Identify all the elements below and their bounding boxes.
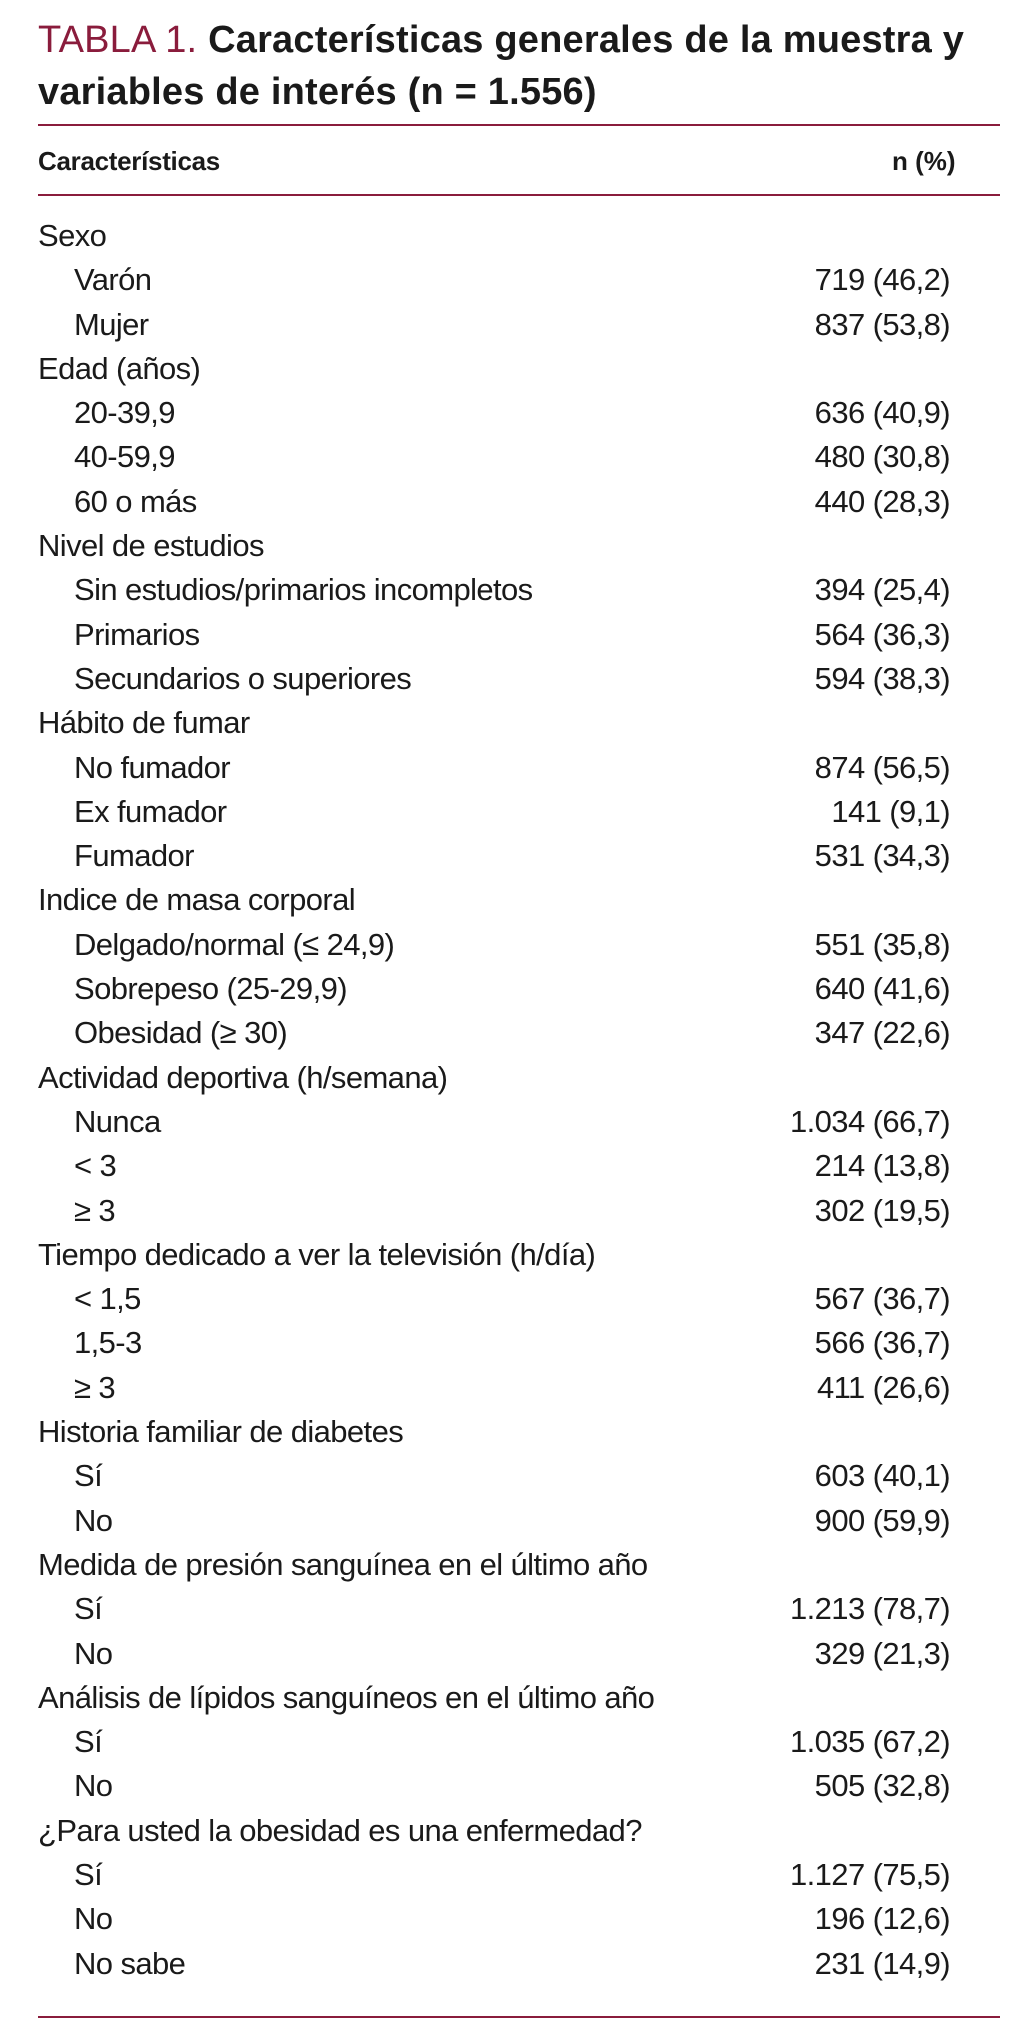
row-value: 231 (14,9) [814,1945,950,1981]
header-characteristics: Características [38,146,220,176]
row-value: 411 (26,6) [816,1369,950,1405]
group-label: Actividad deportiva (h/semana) [38,1059,448,1095]
table-row [38,746,1000,790]
row-value: 640 (41,6) [814,971,950,1007]
row-value: 1.127 (75,5) [790,1856,950,1892]
table-group-row [38,1410,1000,1454]
table-row [38,1632,1000,1676]
row-label: Sí [74,1856,103,1892]
row-value: 440 (28,3) [814,483,950,519]
group-label: Medida de presión sanguínea en el último año [38,1546,648,1582]
row-value: 214 (13,8) [814,1148,950,1184]
table-row [38,1853,1000,1897]
row-label: ≥ 3 [74,1192,116,1228]
row-value: 347 (22,6) [814,1015,950,1051]
table-row [38,1499,1000,1543]
bottom-rule [38,2016,1000,2018]
row-label: Primarios [74,616,200,652]
row-value: 603 (40,1) [814,1458,950,1494]
row-label: No [74,1768,113,1804]
group-label: Historia familiar de diabetes [38,1414,404,1450]
row-value: 505 (32,8) [814,1768,950,1804]
group-label: ¿Para usted la obesidad es una enfermedad? [38,1812,642,1848]
table-row [38,1720,1000,1764]
row-label: No fumador [74,749,230,785]
row-value: 1.034 (66,7) [790,1103,950,1139]
row-label: No sabe [74,1945,186,1981]
row-label: Nunca [74,1103,161,1139]
row-label: Obesidad (≥ 30) [74,1015,288,1051]
row-value: 302 (19,5) [814,1192,950,1228]
row-label: 60 o más [74,483,197,519]
table-title [38,14,998,118]
table-row [38,303,1000,347]
row-label: No [74,1901,113,1937]
table-group-row [38,878,1000,922]
table-row [38,435,1000,479]
row-label: Sin estudios/primarios incompletos [74,572,533,608]
row-label: Ex fumador [74,793,227,829]
table-group-row [38,1676,1000,1720]
table-group-row [38,1233,1000,1277]
table-row [38,1100,1000,1144]
row-value: 480 (30,8) [814,439,950,475]
row-label: Fumador [74,838,194,874]
row-value: 567 (36,7) [814,1281,950,1317]
table-row [38,568,1000,612]
table-body [38,214,1000,1986]
group-label: Indice de masa corporal [38,882,356,918]
row-label: < 1,5 [74,1281,141,1317]
table-row [38,391,1000,435]
row-value: 551 (35,8) [814,926,950,962]
table-group-row [38,1543,1000,1587]
row-value: 636 (40,9) [814,395,950,431]
table-row [38,1144,1000,1188]
row-value: 329 (21,3) [814,1635,950,1671]
table-row [38,1366,1000,1410]
row-value: 196 (12,6) [814,1901,950,1937]
row-value: 566 (36,7) [814,1325,950,1361]
group-label: Nivel de estudios [38,528,264,564]
row-label: No [74,1635,113,1671]
table-group-row [38,701,1000,745]
table-row [38,1587,1000,1631]
row-label: < 3 [74,1148,117,1184]
row-label: Sí [74,1724,103,1760]
row-label: No [74,1502,113,1538]
table-row [38,790,1000,834]
row-value: 394 (25,4) [814,572,950,608]
row-value: 1.035 (67,2) [790,1724,950,1760]
row-value: 594 (38,3) [814,660,950,696]
row-label: ≥ 3 [74,1369,116,1405]
row-value: 141 (9,1) [831,793,950,829]
group-label: Sexo [38,218,107,253]
table-row [38,613,1000,657]
row-label: Sí [74,1591,103,1627]
row-label: Delgado/normal (≤ 24,9) [74,926,395,962]
table-group-row [38,524,1000,568]
row-label: Varón [74,262,152,298]
table-row [38,480,1000,524]
row-label: Mujer [74,306,149,342]
row-value: 1.213 (78,7) [790,1591,950,1627]
row-label: Sobrepeso (25-29,9) [74,971,347,1007]
table-header [38,138,1000,182]
table-row [38,1189,1000,1233]
row-label: 1,5-3 [74,1325,142,1361]
table-row [38,1764,1000,1808]
table-row [38,1011,1000,1055]
group-label: Hábito de fumar [38,705,250,741]
row-label: Sí [74,1458,103,1494]
row-value: 719 (46,2) [814,262,950,298]
row-label: 40-59,9 [74,439,175,475]
row-label: Secundarios o superiores [74,660,412,696]
table-group-row [38,1809,1000,1853]
group-label: Tiempo dedicado a ver la televisión (h/día) [38,1236,596,1272]
table-row [38,1897,1000,1941]
table-row [38,1321,1000,1365]
row-value: 564 (36,3) [814,616,950,652]
row-value: 900 (59,9) [814,1502,950,1538]
row-value: 531 (34,3) [814,838,950,874]
table-group-row [38,347,1000,391]
table-row [38,967,1000,1011]
top-rule [38,124,1000,126]
table-row [38,834,1000,878]
table-row [38,1942,1000,1986]
row-value: 837 (53,8) [814,306,950,342]
group-label: Análisis de lípidos sanguíneos en el último año [38,1679,655,1715]
table-number-label: TABLA 1. [38,19,198,61]
table-row [38,657,1000,701]
group-label: Edad (años) [38,350,201,386]
row-label: 20-39,9 [74,395,175,431]
table-title-text: Características generales de la muestra y variables de interés (n = 1.556) [38,19,965,113]
table-group-row [38,214,1000,258]
table-group-row [38,1056,1000,1100]
table-row [38,258,1000,302]
header-n-percent: n (%) [892,146,956,176]
row-value: 874 (56,5) [814,749,950,785]
table-row [38,1454,1000,1498]
table-row [38,1277,1000,1321]
table-row [38,923,1000,967]
